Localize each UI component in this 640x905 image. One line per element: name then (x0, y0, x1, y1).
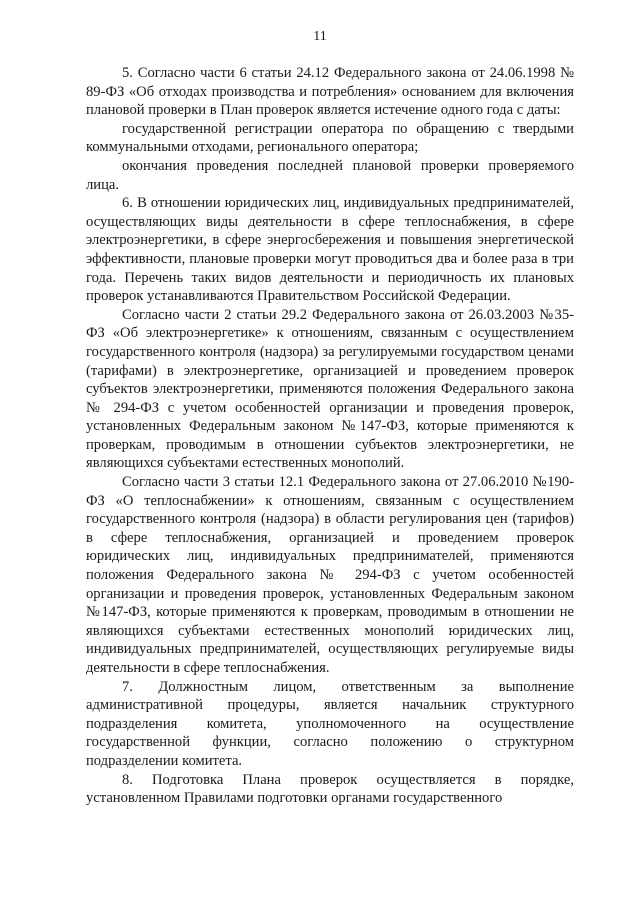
document-body (86, 64, 574, 808)
paragraph-6: 6. В отношении юридических лиц, индивидуальных предпринимателей, осуществляющих виды деятельности в сфере теплоснабжения, в сфере электроэнергетики, в сфере энергосбережения и повышения энергетической эффективности, плановые проверки могут проводиться два и более раза в три года. Перечень таких видов деятельности и периодичность их плановых проверок устанавливаются Правительством Российской Федерации. (86, 195, 574, 305)
paragraph-5-item-registration: государственной регистрации оператора по обращению с твердыми коммунальными отходами, регионального оператора; (86, 120, 574, 156)
paragraph-8: 8. Подготовка Плана проверок осуществляется в порядке, установленном Правилами подготовки органами государственного (86, 771, 574, 807)
paragraph-electroenergetics: Согласно части 2 статьи 29.2 Федерального закона от 26.03.2003 №35-ФЗ «Об электроэнергетике» к отношениям, связанным с осуществлением государственного контроля (надзора) за регулируемыми государством ценами (тарифами) в электроэнергетике, организацией и проведением проверок субъектов электроэнергетики, применяются положения Федерального закона № 294-ФЗ с учетом особенностей организации и проведения проверок, установленных Федеральным законом №147-ФЗ, которые применяются к проверкам, проводимым в отношении субъектов электроэнергетики, не являющихся субъектами естественных монополий. (86, 306, 574, 472)
page-number: 11 (313, 29, 327, 44)
paragraph-heat-supply: Согласно части 3 статьи 12.1 Федерального закона от 27.06.2010 №190-ФЗ «О теплоснабжении» к отношениям, связанным с осуществлением государственного контроля (надзора) в области регулирования цен (тарифов) в сфере теплоснабжения, организацией и проведением проверок юридических лиц, индивидуальных предпринимателей, применяются положения Федерального закона № 294-ФЗ с учетом особенностей организации и проведения проверок, установленных Федеральным законом №147-ФЗ, которые применяются к проверкам, проводимым в отношении не являющихся субъектами естественных монополий юридических лиц, индивидуальных предпринимателей, осуществляющих регулируемые виды деятельности в сфере теплоснабжения. (86, 474, 574, 676)
paragraph-5-item-last-check: окончания проведения последней плановой проверки проверяемого лица. (86, 157, 574, 193)
paragraph-5-intro: 5. Согласно части 6 статьи 24.12 Федерального закона от 24.06.1998 № 89-ФЗ «Об отходах производства и потребления» основанием для включения плановой проверки в План проверок является истечение одного года с даты: (86, 65, 574, 119)
paragraph-7: 7. Должностным лицом, ответственным за выполнение административной процедуры, является начальник структурного подразделения комитета, уполномоченного на осуществление государственной функции, согласно положению о структурном подразделении комитета. (86, 678, 574, 769)
